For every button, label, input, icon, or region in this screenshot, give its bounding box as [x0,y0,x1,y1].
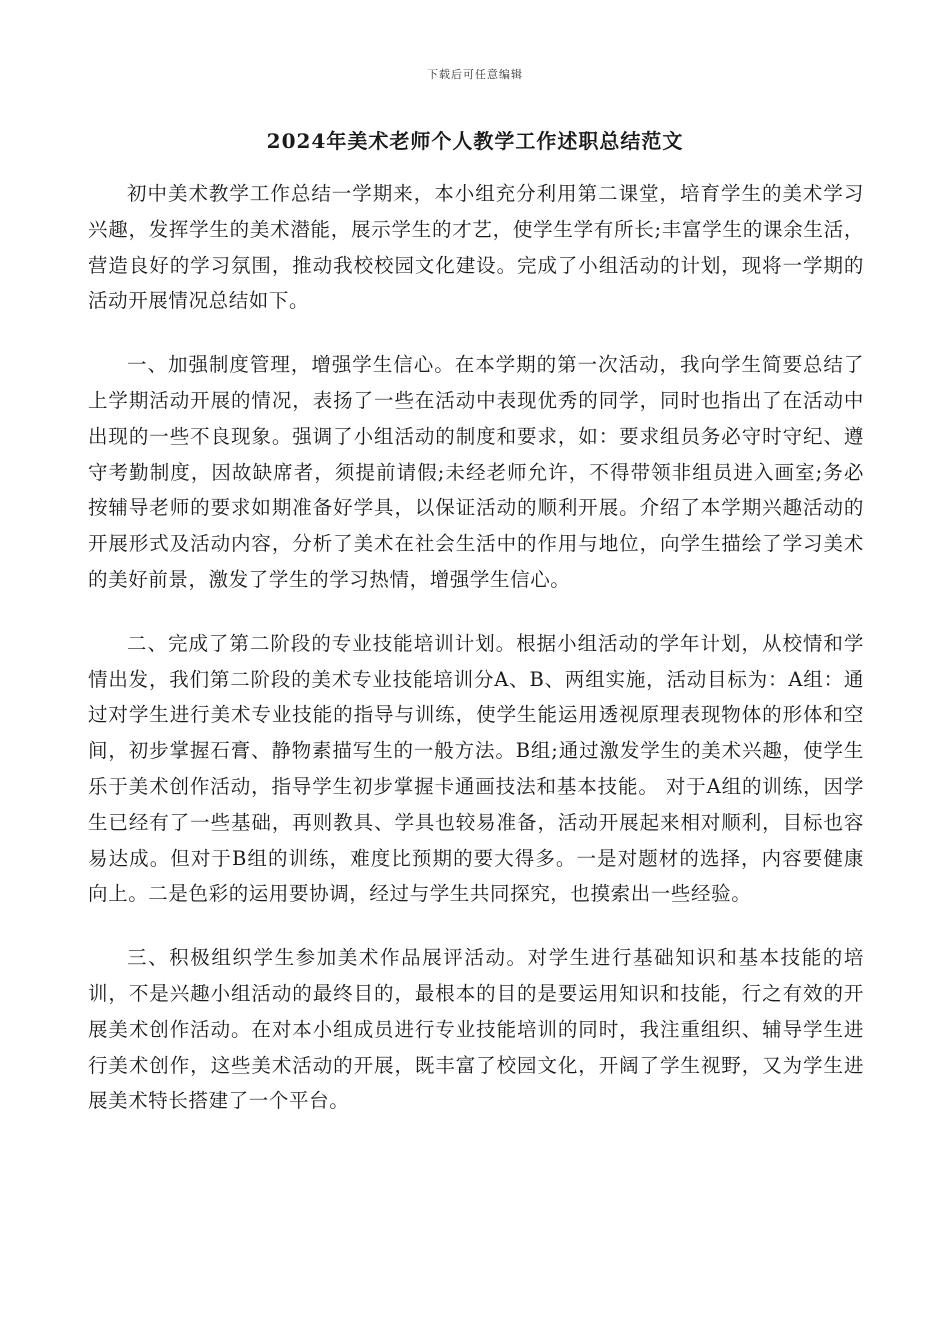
paragraph-section-3: 三、积极组织学生参加美术作品展评活动。对学生进行基础知识和基本技能的培训，不是兴趣小组活动的最终目的，最根本的目的是要运用知识和技能，行之有效的开展美术创作活动。在对本小组成员进行专业技能培训的同时，我注重组织、辅导学生进行美术创作，这些美术活动的开展，既丰富了校园文化，开阔了学生视野，又为学生进展美术特长搭建了一个平台。 [88,946,864,1113]
paragraph-section-2: 二、完成了第二阶段的专业技能培训计划。根据小组活动的学年计划，从校情和学情出发，我们第二阶段的美术专业技能培训分A、B、两组实施，活动目标为：A组：通过对学生进行美术专业技能的指导与训练，使学生能运用透视原理表现物体的形体和空间，初步掌握石膏、静物素描写生的一般方法。B组;通过激发学生的美术兴趣，使学生乐于美术创作活动，指导学生初步掌握卡通画技法和基本技能。 对于A组的训练，因学生已经有了一些基础，再则教具、学具也较易准备，活动开展起来相对顺利，目标也容易达成。但对于B组的训练，难度比预期的要大得多。一是对题材的选择，内容要健康向上。二是色彩的运用要协调，经过与学生共同探究，也摸索出一些经验。 [88,631,864,906]
header-note: 下载后可任意编辑 [427,68,523,81]
paragraph-intro: 初中美术教学工作总结一学期来，本小组充分利用第二课堂，培育学生的美术学习兴趣，发挥学生的美术潜能，展示学生的才艺，使学生学有所长;丰富学生的课余生活，营造良好的学习氛围，推动我校校园文化建设。完成了小组活动的计划，现将一学期的活动开展情况总结如下。 [88,182,864,313]
paragraph-section-1: 一、加强制度管理，增强学生信心。在本学期的第一次活动，我向学生简要总结了上学期活动开展的情况，表扬了一些在活动中表现优秀的同学，同时也指出了在活动中出现的一些不良现象。强调了小组活动的制度和要求，如：要求组员务必守时守纪、遵守考勤制度，因故缺席者，须提前请假;未经老师允许，不得带领非组员进入画室;务必按辅导老师的要求如期准备好学具，以保证活动的顺利开展。介绍了本学期兴趣活动的开展形式及活动内容，分析了美术在社会生活中的作用与地位，向学生描绘了学习美术的美好前景，激发了学生的学习热情，增强学生信心。 [88,353,864,591]
document-title: 2024年美术老师个人教学工作述职总结范文 [266,129,684,153]
document-body [88,176,864,1147]
